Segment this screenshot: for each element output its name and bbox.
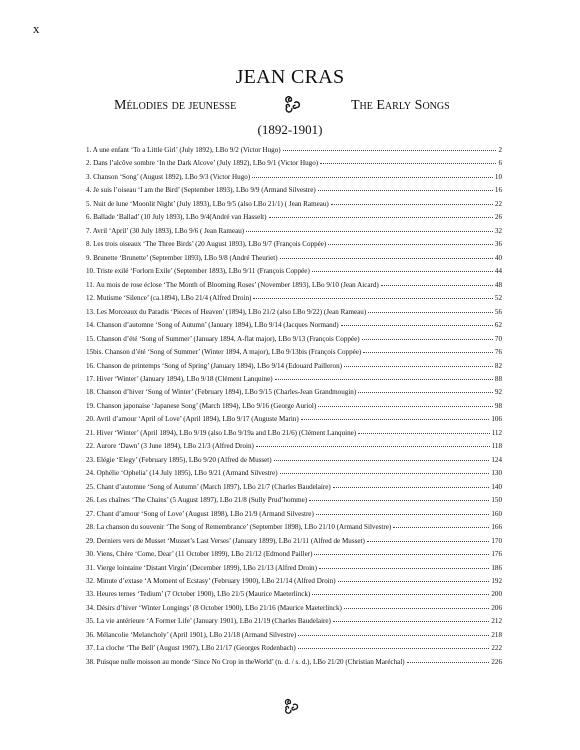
toc-entry [86, 240, 502, 253]
toc-entry [86, 388, 502, 401]
dot-leader [381, 285, 493, 286]
dot-leader [312, 594, 489, 595]
toc-entry [86, 496, 502, 509]
dot-leader [320, 163, 496, 164]
toc-entry [86, 429, 502, 442]
dot-leader [358, 433, 489, 434]
toc-entry [86, 186, 502, 199]
page-title: JEAN CRAS [235, 66, 345, 88]
toc-entry [86, 173, 502, 186]
toc-entry [86, 617, 502, 630]
toc-entry [86, 469, 502, 482]
toc-entry-title: 25. Chant d’automne ‘Song of Autumn’ (March 1897), LBo 21/7 (Charles Baudelaire) [86, 482, 331, 491]
dot-leader [256, 446, 490, 447]
subtitle-french: Mélodies de jeunesse [114, 98, 237, 113]
toc-entry-title: 1. A une enfant ‘To a Little Girl’ (July 1892), LBo 9/2 (Victor Hugo) [86, 146, 281, 154]
toc-entry-title: 29. Derniers vers de Musset ‘Musset’s Last Verses’ (January 1899), LBo 21/11 (Alfred de Musset) [86, 536, 365, 545]
toc-entry-title: 14. Chanson d’automne ‘Song of Autumn’ (January 1894), LBo 9/14 (Jacques Normand) [86, 321, 339, 330]
toc-entry-page: 166 [491, 523, 502, 532]
toc-entry [86, 631, 502, 644]
toc-entry-title: 4. Je suis l’oiseau ‘I am the Bird’ (September 1893), LBo 9/9 (Armand Silvestre) [86, 186, 316, 195]
toc-entry [86, 402, 502, 415]
toc-entry-title: 23. Elégie ‘Elegy’ (February 1895), LBo 9/20 (Alfred de Musset) [86, 455, 272, 464]
dot-leader [362, 339, 493, 340]
dot-leader [280, 473, 490, 474]
dot-leader [269, 217, 493, 218]
toc-entry-page: 2 [498, 146, 502, 154]
toc-entry-page: 32 [494, 226, 502, 235]
toc-entry-title: 20. Avril d’amour ‘April of Love’ (April 1894), LBo 9/17 (Auguste Marin) [86, 415, 299, 424]
dot-leader [298, 635, 489, 636]
toc-entry-page: 226 [491, 657, 502, 666]
toc-entry [86, 362, 502, 375]
toc-entry-page: 44 [494, 267, 502, 276]
subtitle-english: The Early Songs [351, 98, 450, 113]
dot-leader [367, 541, 490, 542]
dot-leader [363, 352, 493, 353]
toc-entry-title: 19. Chanson japonaise ‘Japanese Song’ (March 1894), LBo 9/16 (George Auriol) [86, 401, 317, 410]
toc-entry-title: 35. La vie antérieure ‘A Former Life’ (January 1901), LBo 21/19 (Charles Baudelaire) [86, 617, 331, 626]
toc-entry-page: 48 [494, 280, 502, 289]
toc-entry-title: 17. Hiver ‘Winter’ (January 1894), LBo 9/18 (Clément Lanquine) [86, 374, 273, 383]
dot-leader [246, 231, 493, 232]
toc-entry-title: 24. Ophélie ‘Ophelia’ (14 July 1895), LBo 9/21 (Armand Silvestre) [86, 469, 278, 478]
toc-entry [86, 456, 502, 469]
toc-entry-page: 106 [491, 415, 502, 424]
dot-leader [316, 514, 490, 515]
toc-entry [86, 335, 502, 348]
toc-entry [86, 200, 502, 213]
dot-leader [252, 177, 493, 178]
toc-entry-page: 10 [494, 172, 502, 181]
toc-entry-title: 30. Viens, Chère ‘Come, Dear’ (11 October 1899), LBo 21/12 (Edmond Pailler) [86, 550, 313, 559]
toc-entry [86, 267, 502, 280]
toc-entry-title: 7. Avril ‘April’ (30 July 1893), LBo 9/6 ( Jean Rameau) [86, 226, 245, 235]
triskele-icon [282, 95, 301, 114]
toc-entry-title: 31. Vierge lointaine ‘Distant Virgin’ (December 1899), LBo 21/13 (Alfred Droin) [86, 563, 317, 572]
toc-entry [86, 644, 502, 657]
toc-entry-title: 38. Puisque nulle moisson au monde ‘Since No Crop in theWorld’ (n. d. / s. d.), LBo 21/20 (Christian Maréchal) [86, 657, 405, 666]
years-range: (1892-1901) [257, 122, 323, 137]
toc-entry-title: 28. La chanson du souvenir ‘The Song of Remembrance’ (September 1898), LBo 21/10 (Armand Silvestre) [86, 523, 392, 532]
toc-entry-page: 186 [491, 563, 502, 572]
toc-entry-title: 6. Ballade ‘Ballad’ (10 July 1893), LBo 9/4(André van Hasselt) [86, 213, 267, 222]
toc-entry-page: 192 [491, 577, 502, 585]
dot-leader [275, 379, 493, 380]
toc-entry [86, 523, 502, 536]
toc-entry-page: 200 [491, 590, 502, 599]
dot-leader [344, 366, 493, 367]
dot-leader [301, 419, 490, 420]
toc-entry-page: 92 [494, 388, 502, 397]
toc-entry-page: 218 [491, 630, 502, 639]
toc-entry-title: 36. Mélancolie ‘Melancholy’ (April 1901), LBo 21/18 (Armand Silvestre) [86, 630, 297, 639]
toc-entry-page: 222 [491, 644, 502, 653]
toc-entry-title: 26. Les chaînes ‘The Chains’ (5 August 1897), LBo 21/8 (Sully Prud’homme) [86, 496, 308, 505]
toc-entry-page: 40 [494, 253, 502, 262]
toc-entry-title: 15bis. Chanson d’été ‘Song of Summer’ (Winter 1894, A major), LBo 9/13bis (François Coppée) [86, 348, 362, 357]
toc-entry-page: 26 [494, 213, 502, 222]
dot-leader [280, 258, 493, 259]
toc-entry [86, 604, 502, 617]
toc-entry-title: 18. Chanson d’hiver ‘Song of Winter’ (February 1894), LBo 9/15 (Charles-Jean Grandmougin) [86, 388, 357, 397]
triskele-icon [282, 698, 299, 715]
toc-entry-page: 76 [494, 348, 502, 357]
dot-leader [331, 204, 493, 205]
toc-entry-title: 33. Heures ternes ‘Tedium’ (7 October 1900), LBo 21/5 (Maurice Maeterlinck) [86, 590, 311, 599]
dot-leader [283, 150, 497, 151]
toc-entry-page: 36 [494, 240, 502, 249]
toc-entry [86, 537, 502, 550]
dot-leader [333, 621, 489, 622]
dot-leader [309, 500, 489, 501]
toc-entry-title: 22. Aurore ‘Dawn’ (3 June 1894), LBo 21/3 (Alfred Droin) [86, 442, 254, 451]
toc-entry [86, 213, 502, 226]
toc-entry [86, 348, 502, 361]
dot-leader [298, 648, 490, 649]
toc-entry [86, 510, 502, 523]
toc-entry [86, 590, 502, 603]
dot-leader [318, 406, 493, 407]
dot-leader [344, 608, 489, 609]
toc-entry-page: 130 [491, 469, 502, 478]
toc-entry [86, 483, 502, 496]
dot-leader [407, 662, 490, 663]
toc-entry-page: 16 [494, 186, 502, 195]
toc-entry-title: 37. La cloche ‘The Bell’ (August 1907), LBo 21/17 (Georges Rodenbach) [86, 644, 296, 653]
toc-entry-page: 62 [494, 321, 502, 330]
dot-leader [318, 190, 493, 191]
toc-entry [86, 550, 502, 563]
toc-entry-page: 56 [494, 307, 502, 316]
toc-entry-page: 98 [494, 401, 502, 410]
table-of-contents [86, 146, 502, 671]
toc-entry [86, 415, 502, 428]
toc-entry-page: 212 [491, 617, 502, 626]
toc-entry-title: 3. Chanson ‘Song’ (August 1892), LBo 9/3 (Victor Hugo) [86, 172, 251, 181]
toc-entry-title: 21. Hiver ‘Winter’ (April 1894), LBo 9/19 (also LBo 9/19a and LBo 21/6) (Clément Lanquine) [86, 428, 357, 437]
toc-entry-page: 112 [491, 428, 502, 437]
toc-entry-page: 82 [494, 361, 502, 370]
dot-leader [314, 554, 489, 555]
toc-entry-page: 118 [491, 442, 502, 451]
toc-entry-page: 124 [491, 455, 502, 464]
toc-entry [86, 564, 502, 577]
dot-leader [333, 487, 490, 488]
toc-entry [86, 308, 502, 321]
dot-leader [319, 568, 489, 569]
toc-entry [86, 159, 502, 172]
toc-entry [86, 442, 502, 455]
dot-leader [312, 271, 493, 272]
dot-leader [341, 325, 493, 326]
dot-leader [368, 312, 493, 313]
toc-entry-page: 52 [494, 294, 502, 303]
toc-entry-title: 11. Au mois de rose éclose ‘The Month of Blooming Roses’ (November 1893), LBo 9/10 (Jean Aicard) [86, 280, 379, 289]
toc-entry-page: 160 [491, 509, 502, 518]
toc-entry-title: 12. Mutisme ‘Silence’ (ca.1894), LBo 21/4 (Alfred Droin) [86, 294, 252, 303]
toc-entry-title: 32. Minute d’extase ‘A Moment of Ecstasy’ (February 1900), LBo 21/14 (Alfred Droin) [86, 577, 336, 585]
toc-entry-title: 5. Nuit de lune ‘Moonlit Night’ (July 1893), LBo 9/5 (also LBo 21/1) ( Jean Rameau) [86, 199, 329, 208]
toc-entry [86, 146, 502, 159]
toc-entry-title: 34. Désirs d’hiver ‘Winter Longings’ (8 October 1900), LBo 21/16 (Maurice Maeterlinck) [86, 603, 342, 612]
toc-entry [86, 375, 502, 388]
dot-leader [253, 298, 493, 299]
page-number: x [33, 21, 40, 36]
toc-entry [86, 281, 502, 294]
toc-entry-page: 140 [491, 482, 502, 491]
toc-entry-page: 88 [494, 374, 502, 383]
dot-leader [358, 392, 493, 393]
dot-leader [393, 527, 489, 528]
dot-leader [338, 581, 490, 582]
toc-entry-page: 176 [491, 550, 502, 559]
toc-entry-title: 10. Triste exilé ‘Forlorn Exile’ (September 1893), LBo 9/11 (François Coppée) [86, 267, 310, 276]
toc-entry [86, 227, 502, 240]
toc-entry-page: 206 [491, 603, 502, 612]
toc-entry-page: 150 [491, 496, 502, 505]
toc-entry-title: 27. Chant d’amour ‘Song of Love’ (August 1898), LBo 21/9 (Armand Silvestre) [86, 509, 314, 518]
toc-entry-title: 15. Chanson d’été ‘Song of Summer’ (January 1894, A-flat major), LBo 9/13 (François Coppée) [86, 334, 360, 343]
toc-entry-title: 16. Chanson de printemps ‘Song of Spring’ (January 1894), LBo 9/14 (Edouard Pailleron) [86, 361, 342, 370]
toc-entry [86, 321, 502, 334]
toc-entry-page: 6 [498, 159, 502, 168]
toc-entry-title: 2. Dans l’alcôve sombre ‘In the Dark Alcove’ (July 1892), LBo 9/1 (Victor Hugo) [86, 159, 319, 168]
toc-entry [86, 577, 502, 590]
dot-leader [274, 460, 490, 461]
toc-entry [86, 658, 502, 671]
toc-entry-title: 13. Les Morceaux du Paradis ‘Pieces of Heaven’ (1894), LBo 21/2 (also LBo 9/22) (Jean Rameau) [86, 307, 367, 316]
toc-entry-title: 8. Les trois oiseaux ‘The Three Birds’ (20 August 1893), LBo 9/7 (François Coppée) [86, 240, 327, 249]
toc-entry-title: 9. Brunette ‘Brunette’ (September 1893), LBo 9/8 (André Theuriet) [86, 253, 278, 262]
toc-entry-page: 70 [494, 334, 502, 343]
toc-entry [86, 254, 502, 267]
toc-entry [86, 294, 502, 307]
dot-leader [328, 244, 493, 245]
toc-entry-page: 170 [491, 536, 502, 545]
toc-entry-page: 22 [494, 199, 502, 208]
